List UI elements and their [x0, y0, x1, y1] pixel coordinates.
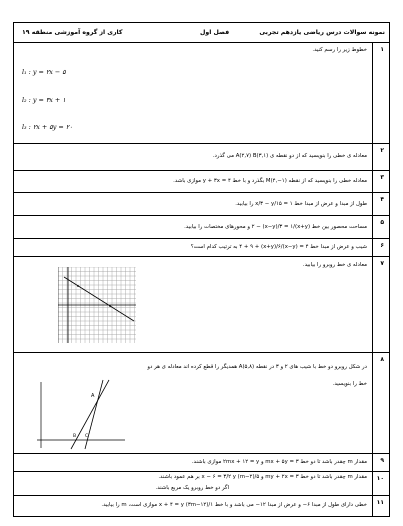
question-number: ۹: [380, 457, 384, 464]
question-row-8: [14, 353, 389, 454]
worksheet-title: نمونه سوالات درس ریاضی یازدهم تجربی: [259, 29, 385, 36]
line-equation-3: l₃ : ۲x + ۵y = ۲۰: [22, 123, 73, 131]
question-number: ۸: [380, 356, 384, 363]
question-row-7: [14, 257, 389, 353]
question-text: مساحت محصور بین خط (x+y)/۲ − (x−y)/۳ = ۱ و محورهای مختصات را بیابید.: [184, 224, 367, 230]
question-text: خطی دارای طول از مبدا ۶− و عرض از مبدا ۱۲− می باشد و با خط ۱/(۳m−۱۲) x + ۴ = y موازی است، m را بیابید.: [101, 502, 367, 508]
question-number: ۱: [380, 46, 384, 53]
point-a-label: A: [91, 393, 95, 399]
question-row-4: [14, 193, 389, 216]
question-text: معادله ی خطی را بنویسید که از دو نقطه ی A(۲,۷) B(۳,۱) می گذرد.: [212, 153, 367, 159]
question-text: معادله خطی را بنویسید که از نقطه M(۴,−۱) بگذرد و با خط y + ۳x = ۴ موازی باشد.: [173, 178, 367, 184]
question-number: ۴: [380, 196, 384, 203]
chapter-title: فصل اول: [200, 29, 230, 36]
author-credit: کاری از گروه آموزشی منطقه ۱۹: [22, 29, 123, 36]
question-row-11: [14, 496, 389, 518]
question-row-6: [14, 239, 389, 257]
line-equation-1: l₁ : y = ۲x − ۵: [22, 68, 66, 76]
worksheet-header: [14, 23, 389, 43]
question-number: ۳: [380, 174, 384, 181]
question-row-2: [14, 144, 389, 171]
question-text: مقدار m چقدر باشد تا دو خط my + ۲x = ۳ و ۵/(m−۲) x − ۶ = ۳/۲ y بر هم عمود باشند.: [158, 474, 367, 480]
line-equation-2: l₂ : y = ۳x + ۱: [22, 96, 66, 104]
intersecting-lines-figure: [27, 378, 127, 450]
point-b-label: B: [73, 434, 77, 439]
question-row-3: [14, 171, 389, 193]
question-text-continued: خط را بنویسید.: [332, 381, 367, 387]
question-text: خطوط زیر را رسم کنید.: [312, 47, 367, 53]
question-text: شیب و عرض از مبدا خط ۴ = (x−y)/۴ + ۹ + (x+y)/۶ به ترتیب کدام است؟: [190, 244, 367, 250]
question-text: در شکل روبرو دو خط با شیب های ۲ و ۳ در نقطه A(۵,۸) همدیگر را قطع کرده اند معادله ی هر دو: [147, 364, 367, 370]
question-text: مقدار m چقدر باشد تا دو خط mx + ۵y = ۳ و ۲mx + ۱۲ = y موازی باشند.: [191, 459, 367, 465]
line-graph-figure: [58, 267, 136, 343]
question-number: ۱۰: [376, 475, 384, 482]
question-number: ۷: [380, 260, 384, 267]
point-c-label: C: [85, 434, 89, 439]
question-row-1: [14, 43, 389, 144]
question-text: طول از مبدا و عرض از مبدا خط x/۳ − y/۱۵ = ۱ را بیابید.: [235, 201, 367, 207]
question-row-10: [14, 472, 389, 496]
question-number: ۱۱: [376, 499, 384, 506]
question-table: [13, 22, 390, 517]
question-text-continued: اگر دو خط روبرو یک مربع باشند.: [155, 485, 229, 491]
question-text: معادله ی خط روبرو را بیابید.: [302, 262, 367, 268]
question-number: ۶: [380, 242, 384, 249]
question-row-5: [14, 216, 389, 239]
question-number: ۲: [380, 147, 384, 154]
question-row-9: [14, 454, 389, 472]
question-number: ۵: [380, 219, 384, 226]
